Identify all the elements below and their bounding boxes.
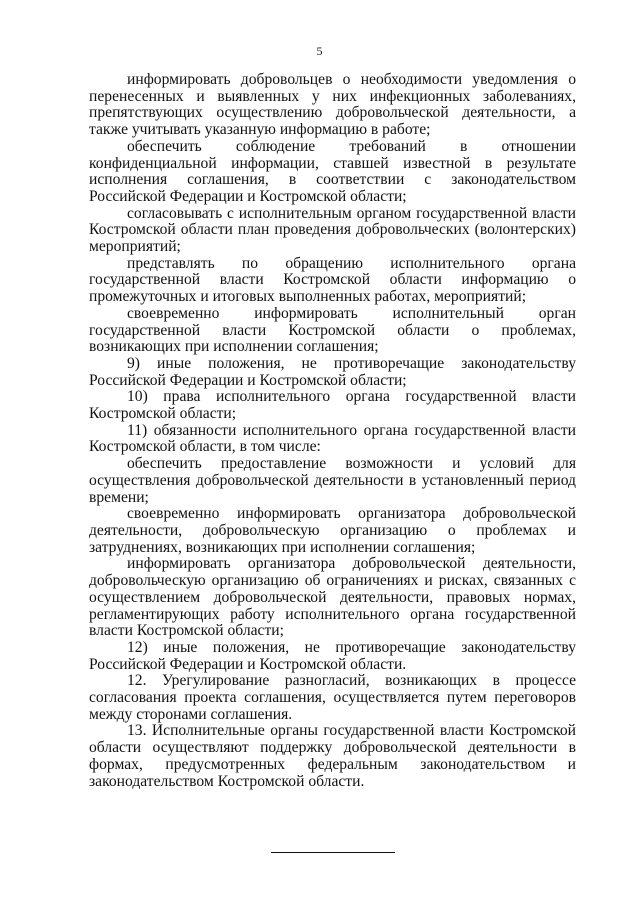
- paragraph-agree-plan: согласовывать с исполнительным органом государственной власти Костромской области план проведения добровольческих (волонтерских) мероприятий;: [89, 204, 576, 256]
- paragraph-inform-risks: информировать организатора добровольческой деятельности, добровольческую организацию об ограничениях и рисках, связанных с осуществлением добровольческой деятельности, правовых нормах, регламентирующих работу исполнительного органа государственной власти Костромской области;: [89, 555, 576, 640]
- paragraph-section-13: 13. Исполнительные органы государственной власти Костромской области осуществляют поддержку добровольческой деятельности в формах, предусмотренных федеральным законодательством и законодательством Костромской области.: [89, 722, 576, 790]
- closing-divider: [271, 852, 395, 853]
- paragraph-inform-organizer: своевременно информировать организатора добровольческой деятельности, добровольческую организацию о проблемах и затруднениях, возникающих при исполнении соглашения;: [89, 505, 576, 556]
- paragraph-item-12-other: 12) иные положения, не противоречащие законодательству Российской Федерации и Костромской области.: [89, 638, 576, 673]
- paragraph-item-9: 9) иные положения, не противоречащие законодательству Российской Федерации и Костромской области;: [89, 354, 576, 389]
- paragraph-confidentiality: обеспечить соблюдение требований в отношении конфиденциальной информации, ставшей известной в результате исполнения соглашения, в соответствии с законодательством Российской Федерации и Костромской области;: [89, 137, 576, 205]
- paragraph-provide-conditions: обеспечить предоставление возможности и условий для осуществления добровольческой деятельности в установленный период времени;: [89, 455, 576, 506]
- paragraph-item-10: 10) права исполнительного органа государственной власти Костромской области;: [89, 388, 576, 423]
- paragraph-inform-problems: своевременно информировать исполнительный орган государственной власти Костромской области о проблемах, возникающих при исполнении соглашения;: [89, 304, 576, 356]
- paragraph-inform-volunteers: информировать добровольцев о необходимости уведомления о перенесенных и выявленных у них инфекционных заболеваниях, препятствующих осуществлению добровольческой деятельности, а также учитывать указанную информацию в работе;: [89, 71, 576, 139]
- document-body: [89, 72, 576, 790]
- paragraph-item-11: 11) обязанности исполнительного органа государственной власти Костромской области, в том числе:: [89, 421, 576, 456]
- page-number: 5: [316, 44, 323, 58]
- paragraph-section-12: 12. Урегулирование разногласий, возникающих в процессе согласования проекта соглашения, осуществляется путем переговоров между сторонами соглашения.: [89, 672, 576, 723]
- paragraph-provide-information: представлять по обращению исполнительного органа государственной власти Костромской области информацию о промежуточных и итоговых выполненных работах, мероприятий;: [89, 254, 576, 306]
